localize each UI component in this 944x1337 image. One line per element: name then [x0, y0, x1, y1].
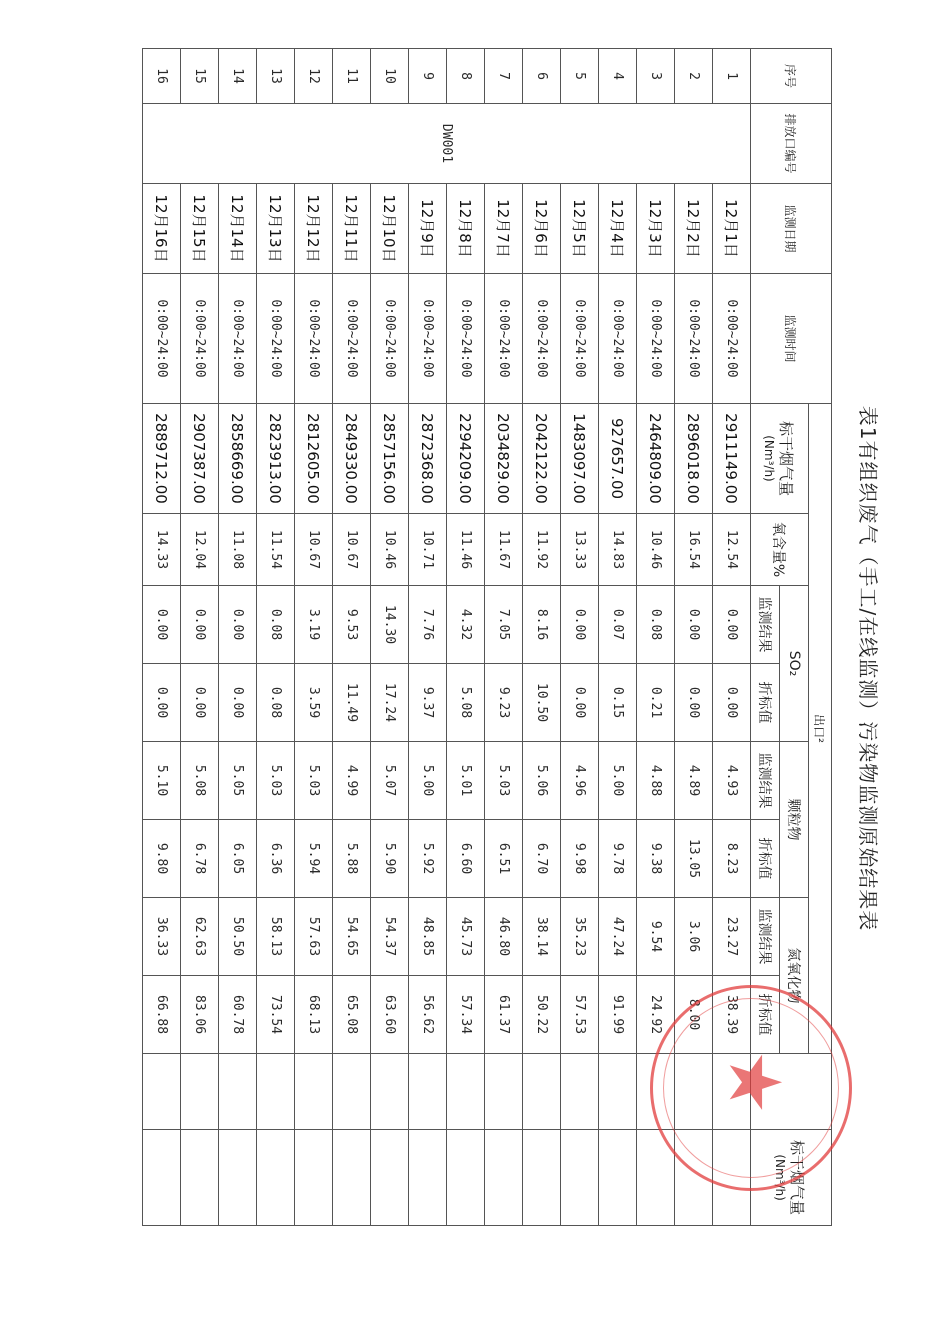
row-so2-result: 0.00	[219, 586, 257, 664]
row-pm-converted: 8.23	[713, 820, 751, 898]
header-flow2-unit: (Nm³/h)	[773, 1154, 788, 1201]
row-flow2	[257, 1130, 295, 1226]
row-time: 0:00~24:00	[675, 274, 713, 404]
row-nox-result: 23.27	[713, 898, 751, 976]
row-blank	[371, 1054, 409, 1130]
row-so2-result: 0.08	[637, 586, 675, 664]
row-blank	[561, 1054, 599, 1130]
row-so2-result: 3.19	[295, 586, 333, 664]
header-nox-converted: 折标值	[751, 976, 780, 1054]
row-pm-converted: 13.05	[675, 820, 713, 898]
table-row	[371, 49, 409, 1226]
row-flow: 2812605.00	[295, 404, 333, 514]
row-seq: 3	[637, 49, 675, 104]
row-nox-converted: 50.22	[523, 976, 561, 1054]
row-date: 12月8日	[447, 184, 485, 274]
row-pm-converted: 9.98	[561, 820, 599, 898]
row-pm-result: 5.01	[447, 742, 485, 820]
row-flow: 2907387.00	[181, 404, 219, 514]
row-date: 12月5日	[561, 184, 599, 274]
table-row	[523, 49, 561, 1226]
table-row	[333, 49, 371, 1226]
row-so2-converted: 3.59	[295, 664, 333, 742]
row-seq: 6	[523, 49, 561, 104]
row-nox-converted: 56.62	[409, 976, 447, 1054]
row-pm-result: 5.00	[599, 742, 637, 820]
row-flow2	[181, 1130, 219, 1226]
table-row	[713, 49, 751, 1226]
row-so2-result: 0.07	[599, 586, 637, 664]
header-pm-result: 监测结果	[751, 742, 780, 820]
row-nox-result: 62.63	[181, 898, 219, 976]
row-flow2	[219, 1130, 257, 1226]
row-blank	[675, 1054, 713, 1130]
header-flow	[751, 404, 809, 514]
row-flow: 2042122.00	[523, 404, 561, 514]
row-flow2	[675, 1130, 713, 1226]
table-row	[561, 49, 599, 1226]
row-nox-result: 54.65	[333, 898, 371, 976]
row-nox-converted: 63.60	[371, 976, 409, 1054]
row-seq: 1	[713, 49, 751, 104]
row-blank	[485, 1054, 523, 1130]
row-nox-result: 9.54	[637, 898, 675, 976]
row-oxygen: 14.83	[599, 514, 637, 586]
row-so2-result: 0.00	[561, 586, 599, 664]
row-so2-result: 0.08	[257, 586, 295, 664]
row-nox-converted: 65.08	[333, 976, 371, 1054]
table-row	[599, 49, 637, 1226]
row-oxygen: 13.33	[561, 514, 599, 586]
row-flow: 2823913.00	[257, 404, 295, 514]
row-so2-result: 9.53	[333, 586, 371, 664]
row-nox-converted: 8.00	[675, 976, 713, 1054]
row-flow: 2464809.00	[637, 404, 675, 514]
row-flow: 2911149.00	[713, 404, 751, 514]
row-seq: 11	[333, 49, 371, 104]
row-time: 0:00~24:00	[713, 274, 751, 404]
row-pm-converted: 6.51	[485, 820, 523, 898]
header-time: 监测时间	[751, 274, 832, 404]
row-pm-converted: 6.05	[219, 820, 257, 898]
row-seq: 13	[257, 49, 295, 104]
row-pm-result: 5.03	[257, 742, 295, 820]
row-blank	[295, 1054, 333, 1130]
row-blank	[599, 1054, 637, 1130]
row-time: 0:00~24:00	[561, 274, 599, 404]
row-so2-converted: 10.50	[523, 664, 561, 742]
row-time: 0:00~24:00	[219, 274, 257, 404]
header-outlet-no: 排放口编号	[751, 104, 832, 184]
row-flow2	[295, 1130, 333, 1226]
row-oxygen: 10.71	[409, 514, 447, 586]
row-flow2	[409, 1130, 447, 1226]
row-time: 0:00~24:00	[409, 274, 447, 404]
row-blank	[523, 1054, 561, 1130]
row-so2-converted: 0.00	[143, 664, 181, 742]
row-nox-converted: 38.39	[713, 976, 751, 1054]
row-date: 12月6日	[523, 184, 561, 274]
row-nox-result: 35.23	[561, 898, 599, 976]
header-particulate: 颗粒物	[780, 742, 809, 898]
row-oxygen: 10.46	[637, 514, 675, 586]
row-flow2	[523, 1130, 561, 1226]
row-nox-converted: 91.99	[599, 976, 637, 1054]
row-time: 0:00~24:00	[143, 274, 181, 404]
row-time: 0:00~24:00	[599, 274, 637, 404]
row-nox-result: 3.06	[675, 898, 713, 976]
header-so2-converted: 折标值	[751, 664, 780, 742]
row-nox-converted: 57.53	[561, 976, 599, 1054]
row-time: 0:00~24:00	[523, 274, 561, 404]
table-row	[295, 49, 333, 1226]
row-flow: 2896018.00	[675, 404, 713, 514]
row-flow: 2858669.00	[219, 404, 257, 514]
row-pm-converted: 5.92	[409, 820, 447, 898]
header-flow2	[751, 1130, 832, 1226]
row-nox-result: 36.33	[143, 898, 181, 976]
row-nox-result: 47.24	[599, 898, 637, 976]
row-pm-result: 4.96	[561, 742, 599, 820]
row-time: 0:00~24:00	[295, 274, 333, 404]
row-nox-converted: 60.78	[219, 976, 257, 1054]
row-date: 12月10日	[371, 184, 409, 274]
table-row	[637, 49, 675, 1226]
row-flow: 2889712.00	[143, 404, 181, 514]
row-oxygen: 10.46	[371, 514, 409, 586]
row-flow: 2849330.00	[333, 404, 371, 514]
row-oxygen: 12.04	[181, 514, 219, 586]
row-pm-result: 5.08	[181, 742, 219, 820]
table-row	[409, 49, 447, 1226]
row-seq: 14	[219, 49, 257, 104]
row-pm-converted: 5.94	[295, 820, 333, 898]
table-row	[675, 49, 713, 1226]
row-so2-result: 0.00	[713, 586, 751, 664]
row-so2-converted: 9.23	[485, 664, 523, 742]
row-nox-result: 54.37	[371, 898, 409, 976]
row-seq: 2	[675, 49, 713, 104]
row-nox-converted: 66.88	[143, 976, 181, 1054]
row-pm-converted: 9.78	[599, 820, 637, 898]
row-oxygen: 11.08	[219, 514, 257, 586]
row-date: 12月12日	[295, 184, 333, 274]
row-time: 0:00~24:00	[181, 274, 219, 404]
row-blank	[333, 1054, 371, 1130]
row-date: 12月2日	[675, 184, 713, 274]
row-date: 12月4日	[599, 184, 637, 274]
row-blank	[447, 1054, 485, 1130]
header-blank	[751, 1054, 832, 1130]
row-pm-result: 5.00	[409, 742, 447, 820]
table-row	[181, 49, 219, 1226]
header-seq: 序号	[751, 49, 832, 104]
row-flow: 2872368.00	[409, 404, 447, 514]
header-so2-result: 监测结果	[751, 586, 780, 664]
row-seq: 12	[295, 49, 333, 104]
row-flow: 2034829.00	[485, 404, 523, 514]
row-nox-converted: 83.06	[181, 976, 219, 1054]
header-date: 监测日期	[751, 184, 832, 274]
row-so2-converted: 0.00	[219, 664, 257, 742]
outlet-id: DW001	[143, 104, 751, 184]
header-oxygen: 氧含量%	[751, 514, 809, 586]
row-oxygen: 12.54	[713, 514, 751, 586]
row-pm-result: 5.03	[295, 742, 333, 820]
row-blank	[637, 1054, 675, 1130]
row-flow: 927657.00	[599, 404, 637, 514]
row-pm-result: 4.99	[333, 742, 371, 820]
row-time: 0:00~24:00	[371, 274, 409, 404]
header-outlet-group: 出口²	[809, 404, 832, 1054]
row-blank	[713, 1054, 751, 1130]
row-pm-result: 4.88	[637, 742, 675, 820]
row-so2-converted: 0.00	[675, 664, 713, 742]
row-oxygen: 10.67	[333, 514, 371, 586]
row-nox-converted: 68.13	[295, 976, 333, 1054]
row-pm-result: 5.07	[371, 742, 409, 820]
row-so2-converted: 0.21	[637, 664, 675, 742]
company-seal: ★	[650, 985, 852, 1191]
row-nox-result: 45.73	[447, 898, 485, 976]
row-blank	[143, 1054, 181, 1130]
row-pm-converted: 6.78	[181, 820, 219, 898]
row-nox-converted: 73.54	[257, 976, 295, 1054]
row-so2-converted: 0.00	[561, 664, 599, 742]
row-so2-result: 8.16	[523, 586, 561, 664]
row-pm-converted: 5.88	[333, 820, 371, 898]
row-so2-converted: 0.15	[599, 664, 637, 742]
header-nox-result: 监测结果	[751, 898, 780, 976]
row-seq: 15	[181, 49, 219, 104]
row-flow: 1483097.00	[561, 404, 599, 514]
row-nox-result: 57.63	[295, 898, 333, 976]
row-seq: 10	[371, 49, 409, 104]
row-so2-converted: 5.08	[447, 664, 485, 742]
row-so2-result: 14.30	[371, 586, 409, 664]
row-seq: 8	[447, 49, 485, 104]
row-so2-converted: 0.00	[713, 664, 751, 742]
row-oxygen: 11.46	[447, 514, 485, 586]
row-date: 12月15日	[181, 184, 219, 274]
row-so2-result: 0.00	[675, 586, 713, 664]
row-pm-result: 5.03	[485, 742, 523, 820]
row-oxygen: 11.92	[523, 514, 561, 586]
row-time: 0:00~24:00	[447, 274, 485, 404]
row-so2-converted: 0.08	[257, 664, 295, 742]
row-seq: 5	[561, 49, 599, 104]
row-seq: 4	[599, 49, 637, 104]
table-title: 表1有组织废气（手工/在线监测）污染物监测原始结果表	[856, 405, 880, 932]
table-row	[447, 49, 485, 1226]
row-time: 0:00~24:00	[333, 274, 371, 404]
header-pm-converted: 折标值	[751, 820, 780, 898]
row-flow2	[143, 1130, 181, 1226]
row-nox-converted: 61.37	[485, 976, 523, 1054]
row-flow2	[599, 1130, 637, 1226]
row-flow2	[485, 1130, 523, 1226]
row-nox-result: 46.80	[485, 898, 523, 976]
row-seq: 16	[143, 49, 181, 104]
row-flow2	[637, 1130, 675, 1226]
row-so2-result: 7.76	[409, 586, 447, 664]
row-blank	[219, 1054, 257, 1130]
row-time: 0:00~24:00	[637, 274, 675, 404]
table-row	[219, 49, 257, 1226]
header-flow-unit: (Nm³/h)	[762, 435, 776, 482]
header-so2: SO₂	[780, 586, 809, 742]
row-oxygen: 10.67	[295, 514, 333, 586]
row-pm-converted: 6.70	[523, 820, 561, 898]
row-pm-result: 4.93	[713, 742, 751, 820]
row-pm-converted: 9.80	[143, 820, 181, 898]
row-flow: 2857156.00	[371, 404, 409, 514]
row-date: 12月1日	[713, 184, 751, 274]
row-pm-result: 4.89	[675, 742, 713, 820]
row-so2-result: 4.32	[447, 586, 485, 664]
row-pm-result: 5.05	[219, 742, 257, 820]
row-oxygen: 14.33	[143, 514, 181, 586]
row-flow: 2294209.00	[447, 404, 485, 514]
row-nox-result: 48.85	[409, 898, 447, 976]
row-date: 12月7日	[485, 184, 523, 274]
row-blank	[257, 1054, 295, 1130]
row-flow2	[713, 1130, 751, 1226]
row-date: 12月11日	[333, 184, 371, 274]
row-blank	[409, 1054, 447, 1130]
row-oxygen: 11.54	[257, 514, 295, 586]
row-nox-converted: 24.92	[637, 976, 675, 1054]
row-date: 12月3日	[637, 184, 675, 274]
row-nox-converted: 57.34	[447, 976, 485, 1054]
row-so2-result: 0.00	[181, 586, 219, 664]
header-flow-label: 标干烟气量	[777, 420, 795, 496]
row-pm-converted: 9.38	[637, 820, 675, 898]
row-so2-converted: 11.49	[333, 664, 371, 742]
row-so2-converted: 17.24	[371, 664, 409, 742]
row-nox-result: 58.13	[257, 898, 295, 976]
table-row	[257, 49, 295, 1226]
row-oxygen: 11.67	[485, 514, 523, 586]
row-nox-result: 50.50	[219, 898, 257, 976]
row-so2-converted: 0.00	[181, 664, 219, 742]
row-pm-converted: 6.36	[257, 820, 295, 898]
row-pm-result: 5.10	[143, 742, 181, 820]
row-oxygen: 16.54	[675, 514, 713, 586]
table-row	[143, 49, 181, 1226]
row-blank	[181, 1054, 219, 1130]
row-date: 12月9日	[409, 184, 447, 274]
header-flow2-label: 标干烟气量	[788, 1140, 807, 1216]
row-flow2	[561, 1130, 599, 1226]
row-time: 0:00~24:00	[257, 274, 295, 404]
header-nox: 氮氧化物	[780, 898, 809, 1054]
row-date: 12月13日	[257, 184, 295, 274]
row-time: 0:00~24:00	[485, 274, 523, 404]
row-pm-result: 5.06	[523, 742, 561, 820]
row-seq: 7	[485, 49, 523, 104]
row-so2-converted: 9.37	[409, 664, 447, 742]
row-so2-result: 0.00	[143, 586, 181, 664]
row-date: 12月16日	[143, 184, 181, 274]
row-flow2	[371, 1130, 409, 1226]
row-pm-converted: 6.60	[447, 820, 485, 898]
row-date: 12月14日	[219, 184, 257, 274]
row-flow2	[333, 1130, 371, 1226]
row-seq: 9	[409, 49, 447, 104]
row-so2-result: 7.05	[485, 586, 523, 664]
table-row	[485, 49, 523, 1226]
monitoring-results-table	[142, 48, 832, 1226]
row-nox-result: 38.14	[523, 898, 561, 976]
row-pm-converted: 5.90	[371, 820, 409, 898]
row-flow2	[447, 1130, 485, 1226]
